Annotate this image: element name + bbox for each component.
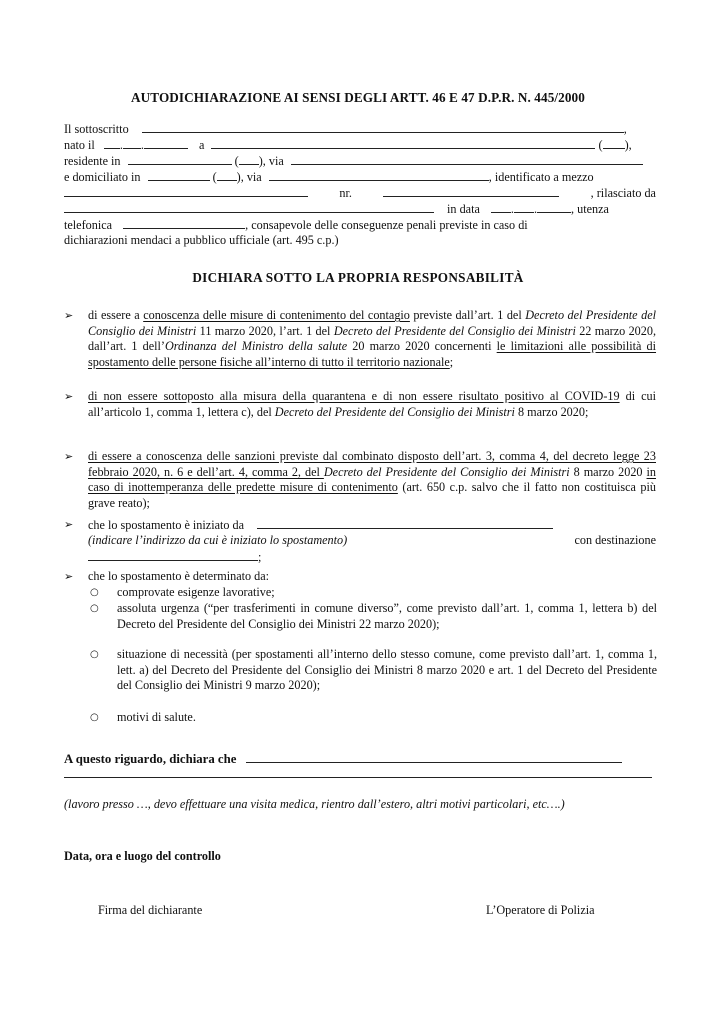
arrow-bullet-icon: ➢ bbox=[64, 309, 74, 322]
document-type-field[interactable] bbox=[64, 185, 308, 197]
text-seg: Decreto del Presidente del Consiglio dei Ministri bbox=[88, 308, 656, 338]
circle-bullet-icon[interactable]: ○ bbox=[90, 649, 99, 660]
paren-close: ), bbox=[258, 154, 266, 168]
text-seg: (indicare l’indirizzo da cui è iniziato lo spostamento) bbox=[88, 533, 348, 547]
date-sep: . bbox=[119, 138, 123, 152]
reason-detail-line-2[interactable] bbox=[64, 777, 652, 778]
text-seg: di essere a conoscenza delle sanzioni previste dal combinato disposto dell’art. 3, comma 4, del decreto legge 23 febbraio 2020, n. 6 e dell’art. 4, comma 2, del bbox=[88, 449, 656, 479]
text-seg: previste dall’art. 1 del bbox=[409, 308, 526, 322]
date-sep: . bbox=[533, 202, 538, 216]
text-seg: di essere a bbox=[88, 308, 144, 322]
reason-option-necessita: situazione di necessità (per spostamenti all’interno dello stesso comune, come previsto dall’art. 1, comma 1, lett. a) del Decreto del Presidente del Consiglio dei Ministri 8 marzo 2020 e art. 1 del Decreto del Presidente del Consiglio dei Ministri 9 marzo 2020); bbox=[117, 647, 657, 692]
text-seg: che lo spostamento è determinato da: bbox=[88, 569, 270, 583]
paren-open: ( bbox=[234, 154, 239, 168]
text-seg: con destinazione bbox=[574, 533, 656, 547]
label-in-data: in data bbox=[447, 202, 480, 216]
section-title: DICHIARA SOTTO LA PROPRIA RESPONSABILITÀ bbox=[192, 270, 524, 285]
field-row-documento bbox=[64, 185, 656, 200]
label-residente: residente in bbox=[64, 154, 121, 168]
declaration-item-1 bbox=[88, 308, 656, 370]
label-dichiarazioni: dichiarazioni mendaci a pubblico ufficiale (art. 495 c.p.) bbox=[64, 233, 339, 247]
circle-bullet-icon[interactable]: ○ bbox=[90, 603, 99, 614]
birth-month-field[interactable] bbox=[123, 137, 141, 149]
birth-year-field[interactable] bbox=[144, 137, 188, 149]
label-nato: nato il bbox=[64, 138, 95, 152]
label-consapevole: , consapevole delle conseguenze penali previste in caso di bbox=[245, 218, 528, 232]
label-riguardo: A questo riguardo, dichiara che bbox=[64, 752, 237, 766]
birth-day-field[interactable] bbox=[104, 137, 120, 149]
phone-field[interactable] bbox=[123, 217, 245, 229]
text-seg: 11 marzo 2020, l’art. 1 del bbox=[196, 323, 334, 338]
label-sottoscritto: Il sottoscritto bbox=[64, 122, 129, 136]
origin-address-field[interactable] bbox=[257, 517, 553, 529]
issue-day-field[interactable] bbox=[491, 201, 511, 213]
destination-field[interactable] bbox=[88, 549, 258, 561]
text-seg: Ordinanza del Ministro della salute bbox=[164, 339, 348, 353]
text-seg: di non essere sottoposto alla misura della quarantena e di non essere risultato positivo al COVID-19 bbox=[88, 389, 620, 403]
label-a: a bbox=[199, 138, 205, 152]
issue-month-field[interactable] bbox=[514, 201, 534, 213]
domicile-city-field[interactable] bbox=[148, 169, 210, 181]
declaration-item-4-line2 bbox=[88, 533, 656, 548]
text-seg: 8 marzo 2020; bbox=[514, 404, 589, 419]
label-rilasciato: , rilasciato da bbox=[590, 186, 656, 200]
label-via: via bbox=[268, 154, 284, 168]
text-seg: 20 marzo 2020 concernenti bbox=[347, 339, 497, 353]
reason-option-lavoro: comprovate esigenze lavorative; bbox=[117, 585, 275, 599]
circle-bullet-icon[interactable]: ○ bbox=[90, 712, 99, 723]
text-seg: Decreto del Presidente del Consiglio dei Ministri bbox=[333, 323, 576, 338]
birthplace-field[interactable] bbox=[211, 137, 595, 149]
circle-bullet-icon[interactable]: ○ bbox=[90, 587, 99, 598]
text-seg: le limitazioni alle possibilità di spostamento delle persone fisiche all’interno di tutto il territorio nazionale bbox=[88, 339, 657, 369]
issue-year-field[interactable] bbox=[537, 201, 571, 213]
field-row-sottoscritto bbox=[64, 121, 656, 136]
arrow-bullet-icon: ➢ bbox=[64, 390, 74, 403]
reason-detail-field[interactable] bbox=[246, 751, 622, 763]
paren-close: ), bbox=[624, 138, 632, 152]
declaration-item-4-line3 bbox=[88, 549, 656, 564]
arrow-bullet-icon: ➢ bbox=[64, 570, 74, 583]
declaration-item-4-line1 bbox=[88, 517, 656, 532]
label-telefonica: telefonica bbox=[64, 218, 113, 232]
field-row-domiciliato bbox=[64, 169, 656, 184]
label-nr: nr. bbox=[339, 186, 352, 200]
examples-note bbox=[64, 797, 656, 813]
text-seg: che lo spostamento è iniziato da bbox=[88, 518, 245, 532]
issuer-field[interactable] bbox=[64, 201, 434, 213]
residence-city-field[interactable] bbox=[128, 153, 232, 165]
label-identificato: , identificato a mezzo bbox=[488, 170, 594, 184]
domicile-province-field[interactable] bbox=[217, 169, 237, 181]
field-row-residente bbox=[64, 153, 656, 168]
field-row-dichiarazioni bbox=[64, 233, 656, 248]
control-date-place-label: Data, ora e luogo del controllo bbox=[64, 849, 221, 863]
sottoscritto-field[interactable] bbox=[142, 121, 624, 133]
residence-province-field[interactable] bbox=[239, 153, 259, 165]
birth-province-field[interactable] bbox=[603, 137, 625, 149]
text-seg: (art. 650 c.p. salvo che il fatto non costituisca più grave reato); bbox=[88, 480, 656, 510]
label-via: via bbox=[246, 170, 262, 184]
text-seg: Decreto del Presidente del Consiglio dei Ministri bbox=[274, 404, 515, 419]
text-seg: 8 marzo 2020 bbox=[569, 464, 647, 479]
declaration-item-5 bbox=[88, 569, 656, 585]
reason-option-urgenza: assoluta urgenza (“per trasferimenti in comune diverso”, come previsto dall’art. 1, comma 1, lettera b) del Decreto del Presidente del Consiglio dei Ministri 22 marzo 2020); bbox=[117, 601, 657, 631]
paren-close: ), bbox=[236, 170, 244, 184]
field-row-telefono bbox=[64, 217, 656, 232]
label-domiciliato: e domiciliato in bbox=[64, 170, 141, 184]
text-seg: Decreto del Presidente del Consiglio dei Ministri bbox=[323, 464, 570, 479]
reason-option-salute: motivi di salute. bbox=[117, 710, 196, 724]
comma-mark: , bbox=[623, 122, 627, 136]
signature-label-officer: L’Operatore di Polizia bbox=[486, 903, 595, 917]
arrow-bullet-icon: ➢ bbox=[64, 518, 74, 531]
date-sep: . bbox=[510, 202, 514, 216]
text-seg: (lavoro presso …, devo effettuare una visita medica, rientro dall’estero, altri motivi particolari, etc….) bbox=[64, 797, 565, 811]
text-seg: ; bbox=[258, 550, 262, 564]
page-title: AUTODICHIARAZIONE AI SENSI DEGLI ARTT. 46 E 47 D.P.R. N. 445/2000 bbox=[131, 90, 585, 105]
date-sep: . bbox=[140, 138, 144, 152]
declaration-item-3 bbox=[88, 449, 656, 511]
paren-open: ( bbox=[212, 170, 217, 184]
document-number-field[interactable] bbox=[383, 185, 559, 197]
residence-street-field[interactable] bbox=[291, 153, 643, 165]
field-row-riguardo bbox=[64, 751, 656, 766]
arrow-bullet-icon: ➢ bbox=[64, 450, 74, 463]
label-utenza: , utenza bbox=[571, 202, 609, 216]
declaration-item-2 bbox=[88, 389, 656, 420]
field-row-nato bbox=[64, 137, 656, 152]
text-seg: 22 marzo 2020, dall’art. 1 dell’ bbox=[88, 323, 657, 353]
paren-open: ( bbox=[598, 138, 603, 152]
text-seg: in caso di inottemperanza delle predette misure di contenimento bbox=[88, 464, 656, 494]
field-row-data-rilascio bbox=[64, 201, 656, 216]
signature-label-declarant: Firma del dichiarante bbox=[98, 903, 203, 917]
text-seg: ; bbox=[449, 354, 454, 369]
domicile-street-field[interactable] bbox=[269, 169, 489, 181]
text-seg: conoscenza delle misure di contenimento del contagio bbox=[143, 308, 410, 322]
text-seg: di cui all’articolo 1, comma 1, lettera c), del bbox=[88, 389, 656, 419]
